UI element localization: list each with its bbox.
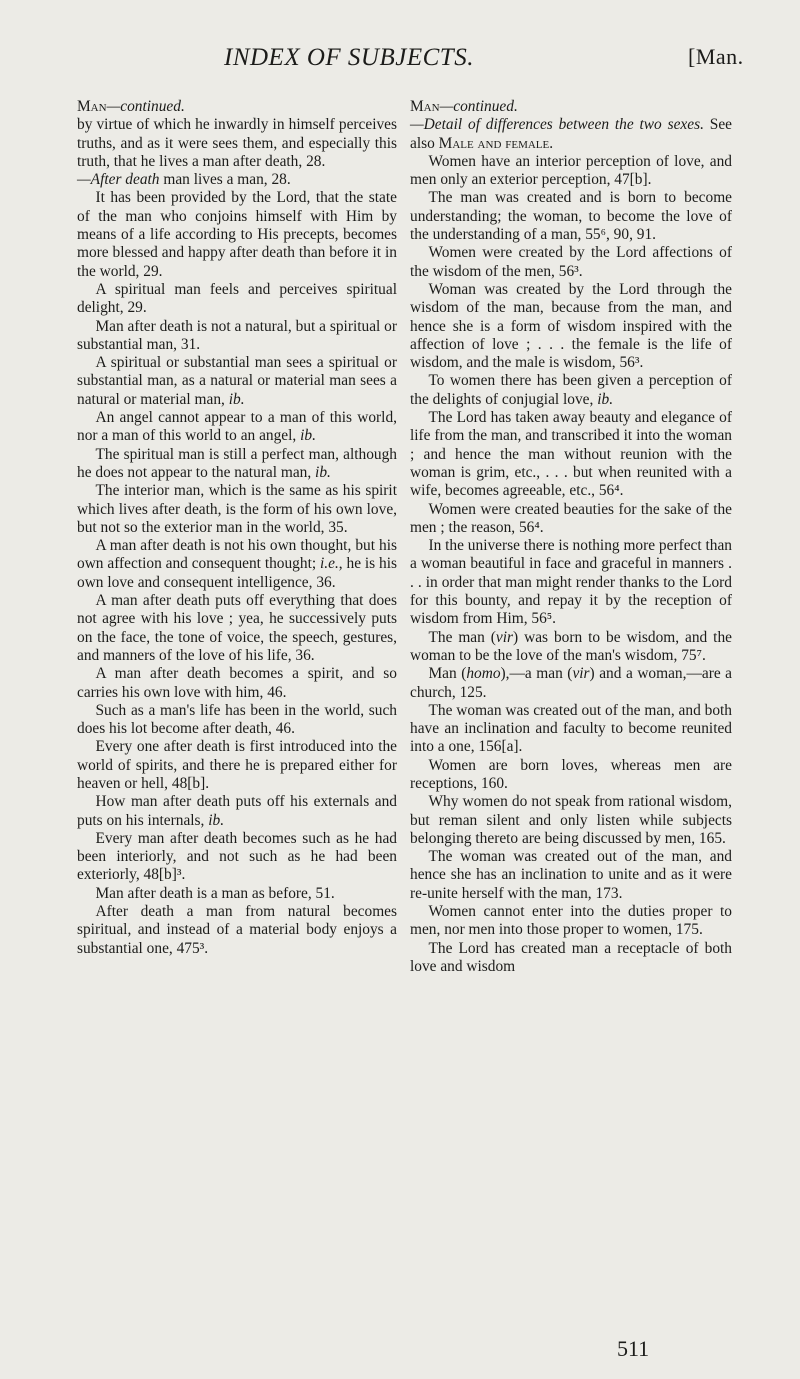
right-column [410,98,732,976]
entry: The man (vir) was born to be wisdom, and the woman to be the love of the man's wisdom, 75⁷. [410,628,732,664]
page-number: 511 [617,1336,650,1361]
entry: Women have an interior perception of love, and men only an exterior perception, 47[b]. [410,152,732,189]
entry: Man after death is not a natural, but a spiritual or substantial man, 31. [77,317,397,353]
entry: Every one after death is first introduced into the world of spirits, and there he is prepared either for heaven or hell, 48[b]. [77,738,397,792]
entry: The interior man, which is the same as his spirit which lives after death, is the form of his own love, but not so the exterior man in the world, 35. [77,482,397,536]
entry: It has been provided by the Lord, that the state of the man who conjoins himself with Him by means of a life according to His precepts, becomes more blessed and happy after death than before it in the world, 29. [77,189,397,280]
entry: Women were created beauties for the sake of the men ; the reason, 56⁴. [410,500,732,536]
subentry-heading: —After death man lives a man, 28. [77,171,291,189]
entry: In the universe there is nothing more perfect than a woman beautiful in face and graceful in manners . . . in order that man might render thanks to the Lord for this bounty, and repay it by the reception of wisdom from Him, 56⁵. [410,537,732,628]
entry: After death a man from natural becomes spiritual, and instead of a material body enjoys a substantial one, 475³. [77,903,397,957]
running-header [0,36,800,76]
entry: Women are born loves, whereas men are receptions, 160. [410,756,732,792]
entry: The Lord has taken away beauty and elegance of life from the man, and transcribed it into the woman ; and hence the man without reunion with the woman is grim, etc., . . . but when reunited with a wife, becomes agreeable, etc., 56⁴. [410,409,732,500]
entry: A spiritual or substantial man sees a spiritual or substantial man, as a natural or material man sees a natural or material man, ib. [77,354,397,408]
entry: Man after death is a man as before, 51. [95,884,335,902]
entry: An angel cannot appear to a man of this world, nor a man of this world to an angel, ib. [77,409,397,445]
entry: The Lord has created man a receptacle of both love and wisdom [410,939,732,975]
entry: A man after death becomes a spirit, and so carries his own love with him, 46. [77,665,397,701]
entry: To women there has been given a perception of the delights of conjugial love, ib. [410,372,732,408]
entry: The spiritual man is still a perfect man, although he does not appear to the natural man, ib. [77,445,397,481]
entry: Every man after death becomes such as he had been interiorly, and not such as he had been exteriorly, 48[b]³. [77,829,397,884]
entry: How man after death puts off his externals and puts on his internals, ib. [77,793,397,829]
entry: Such as a man's life has been in the world, such does his lot become after death, 46. [77,701,397,738]
entry: Women cannot enter into the duties proper to men, nor men into those proper to women, 175. [410,903,732,939]
entry: by virtue of which he inwardly in himself perceives truths, and as it were sees them, and especially this truth, that he lives a man after death, 28. [77,116,397,170]
section-tag: [Man. [688,44,744,69]
entry: The woman was created out of the man, and both have an inclination and faculty to become reunited into a one, 156[a]. [410,701,732,756]
entry: A spiritual man feels and perceives spiritual delight, 29. [77,280,397,317]
entry: Man (homo),—a man (vir) and a woman,—are a church, 125. [410,665,733,701]
left-column [77,98,397,958]
entry: Women were created by the Lord affections of the wisdom of the men, 56³. [410,244,732,280]
subentry-heading: —Detail of differences between the two sexes. See also Male and female. [410,116,732,152]
entry-heading: Man—continued. [410,98,518,115]
entry: The woman was created out of the man, and hence she has an inclination to unite and as it were re-unite herself with the man, 173. [410,848,732,902]
entry: The man was created and is born to become understanding; the woman, to become the love of the understanding of a man, 55⁶, 90, 91. [410,189,732,244]
entry: A man after death puts off everything that does not agree with his love ; yea, he successively puts on the face, the tone of voice, the speech, gestures, and manners of the love of his life, 36. [77,592,397,664]
entry: Woman was created by the Lord through the wisdom of the man, because from the man, and hence she is a form of wisdom inspired with the affection of love ; . . . the female is the life of wisdom, and the male is wisdom, 56³. [410,280,732,372]
entry-heading: Man—continued. [77,98,185,115]
entry: Why women do not speak from rational wisdom, but reman silent and only listen while subjects belonging thereto are being discussed by men, 165. [410,793,732,847]
entry: A man after death is not his own thought, but his own affection and consequent thought; i.e., he is his own love and consequent intelligence, 36. [77,537,397,591]
running-title: INDEX OF SUBJECTS. [224,44,474,71]
